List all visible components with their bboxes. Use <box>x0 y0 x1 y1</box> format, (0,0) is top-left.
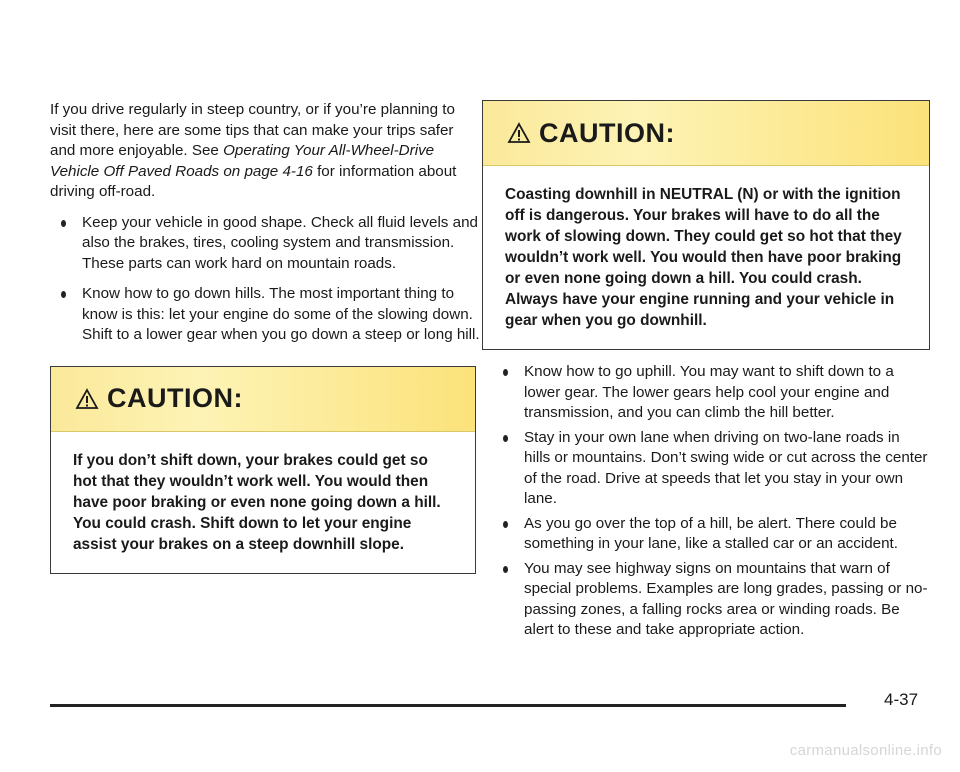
bullet-icon <box>503 369 508 376</box>
bullet-icon <box>503 435 508 442</box>
page-number: 4-37 <box>884 690 919 709</box>
bullet-icon <box>503 521 508 528</box>
caution-box-left <box>50 366 476 574</box>
warning-triangle-icon <box>507 122 531 144</box>
left-column <box>50 100 480 574</box>
bullet-icon <box>61 220 66 227</box>
right-column <box>482 100 930 645</box>
bullet-icon <box>503 566 508 573</box>
list-item: Know how to go down hills. The most important thing to know is this: let your engine do some of the slowing down. Shift to a lower gear when you go down a steep or long hill. <box>50 284 480 346</box>
caution-text: If you don’t shift down, your brakes could get so hot that they wouldn’t work well. You would then have poor braking or even none going down a hill. You could crash. Shift down to let your engine assist your brakes on a steep downhill slope. <box>73 451 441 553</box>
intro-reference: Operating Your All-Wheel-Drive Vehicle Off Paved Roads on page 4-16 <box>50 142 435 180</box>
bullet-icon <box>61 291 66 298</box>
caution-header <box>483 101 929 166</box>
watermark: carmanualsonline.info <box>789 742 942 759</box>
intro-text: If you drive regularly in steep country, or if you’re planning to visit there, here are some tips that can make your trips safer and more enjoyable. See <box>50 101 455 159</box>
intro-paragraph <box>50 100 480 203</box>
list-item: Keep your vehicle in good shape. Check all fluid levels and also the brakes, tires, cooling system and transmission. These parts can work hard on mountain roads. <box>50 213 480 275</box>
intro-text-end: for information about driving off-road. <box>50 162 457 200</box>
right-bullet-list <box>492 362 930 641</box>
left-bullet-list <box>50 213 480 346</box>
caution-box-right <box>482 100 930 350</box>
list-item: Stay in your own lane when driving on two-lane roads in hills or mountains. Don’t swing wide or cut across the center of the road. Drive at speeds that let you stay in your own lane. <box>492 428 930 510</box>
caution-heading: CAUTION: <box>107 383 243 413</box>
list-item: You may see highway signs on mountains that warn of special problems. Examples are long grades, passing or no-passing zones, a falling rocks area or winding roads. Be alert to these and take appropriate action. <box>492 559 930 641</box>
warning-triangle-icon <box>75 388 99 410</box>
footer-rule <box>50 704 846 707</box>
caution-header <box>51 367 475 432</box>
caution-text: Coasting downhill in NEUTRAL (N) or with the ignition off is dangerous. Your brakes will have to do all the work of slowing down. They could get so hot that they wouldn’t work well. You would then have poor braking or even none going down a hill. You could crash. Always have your engine running and your vehicle in gear when you go downhill. <box>505 186 902 329</box>
caution-heading: CAUTION: <box>539 117 675 148</box>
list-item: As you go over the top of a hill, be alert. There could be something in your lane, like a stalled car or an accident. <box>492 514 930 555</box>
list-item: Know how to go uphill. You may want to shift down to a lower gear. The lower gears help cool your engine and transmission, and you can climb the hill better. <box>492 362 930 424</box>
